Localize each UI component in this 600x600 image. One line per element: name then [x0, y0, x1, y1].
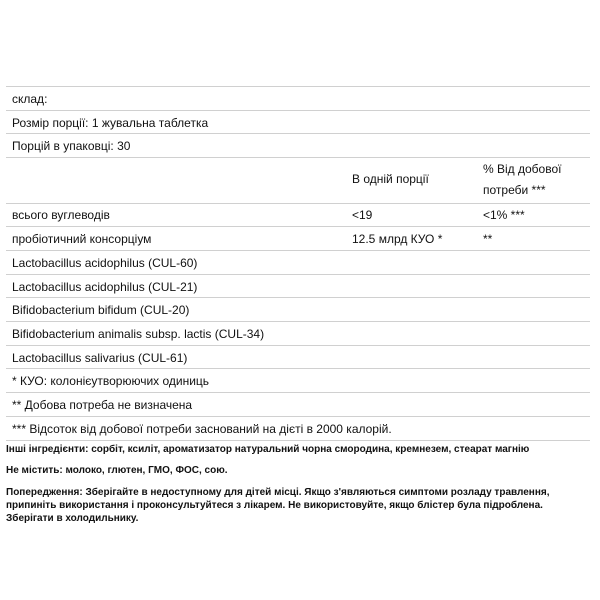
nutrient-daily-value: <1% ***: [483, 208, 525, 222]
table-row: [6, 393, 590, 417]
strain-name: Lactobacillus acidophilus (CUL-21): [12, 280, 198, 294]
nutrient-amount: <19: [352, 208, 373, 222]
footnote: *** Відсоток від добової потреби заснований на дієті в 2000 калорій.: [12, 422, 392, 436]
table-row: [6, 346, 590, 369]
warning: [6, 486, 590, 525]
strain-name: Bifidobacterium bifidum (CUL-20): [12, 303, 190, 317]
table-row: [6, 417, 590, 441]
strain-name: Lactobacillus salivarius (CUL-61): [12, 351, 188, 365]
table-row: [6, 275, 590, 298]
free-from: [6, 464, 590, 477]
free-from-text: молоко, глютен, ГМО, ФОС, сою.: [62, 465, 228, 476]
servings-per-container: Порцій в упаковці: 30: [12, 139, 131, 153]
table-header-row: [6, 158, 590, 204]
nutrient-amount: 12.5 млрд КУО *: [352, 232, 443, 246]
free-from-label: Не містить:: [6, 465, 63, 476]
table-row: [6, 204, 590, 227]
table-row: [6, 298, 590, 322]
per-serving-header: В одній порції: [352, 172, 429, 186]
table-row: [6, 111, 590, 134]
table-row: [6, 87, 590, 111]
strain-name: Bifidobacterium animalis subsp. lactis (CUL-34): [12, 327, 265, 341]
warning-text: Зберігайте в недоступному для дітей місці. Якщо з'являються симптоми розладу травлення, припиніть використання і проконсультуйтеся з лікарем. Не використовуйте, якщо блістер була підроблена. Зберігати в холодильнику.: [6, 487, 550, 524]
daily-value-header-line1: % Від добової: [483, 162, 562, 176]
strain-name: Lactobacillus acidophilus (CUL-60): [12, 256, 198, 270]
supplement-facts-table: [6, 86, 590, 441]
table-row: [6, 134, 590, 158]
other-ingredients-text: сорбіт, ксиліт, ароматизатор натуральний чорна смородина, кремнезем, стеарат магнію: [88, 444, 530, 455]
nutrient-name: пробіотичний консорціум: [12, 232, 152, 246]
composition-label: склад:: [12, 92, 48, 106]
table-row: [6, 251, 590, 275]
footnote: ** Добова потреба не визначена: [12, 398, 193, 412]
warning-label: Попередження:: [6, 487, 83, 498]
nutrient-name: всього вуглеводів: [12, 208, 110, 222]
serving-size: Розмір порції: 1 жувальна таблетка: [12, 116, 209, 130]
nutrient-daily-value: **: [483, 232, 493, 246]
other-ingredients: [6, 443, 590, 456]
table-row: [6, 369, 590, 393]
footnote: * КУО: колонієутворюючих одиниць: [12, 374, 210, 388]
table-row: [6, 227, 590, 251]
table-row: [6, 322, 590, 346]
other-ingredients-label: Інші інгредієнти:: [6, 444, 89, 455]
daily-value-header-line2: потреби ***: [483, 183, 546, 197]
